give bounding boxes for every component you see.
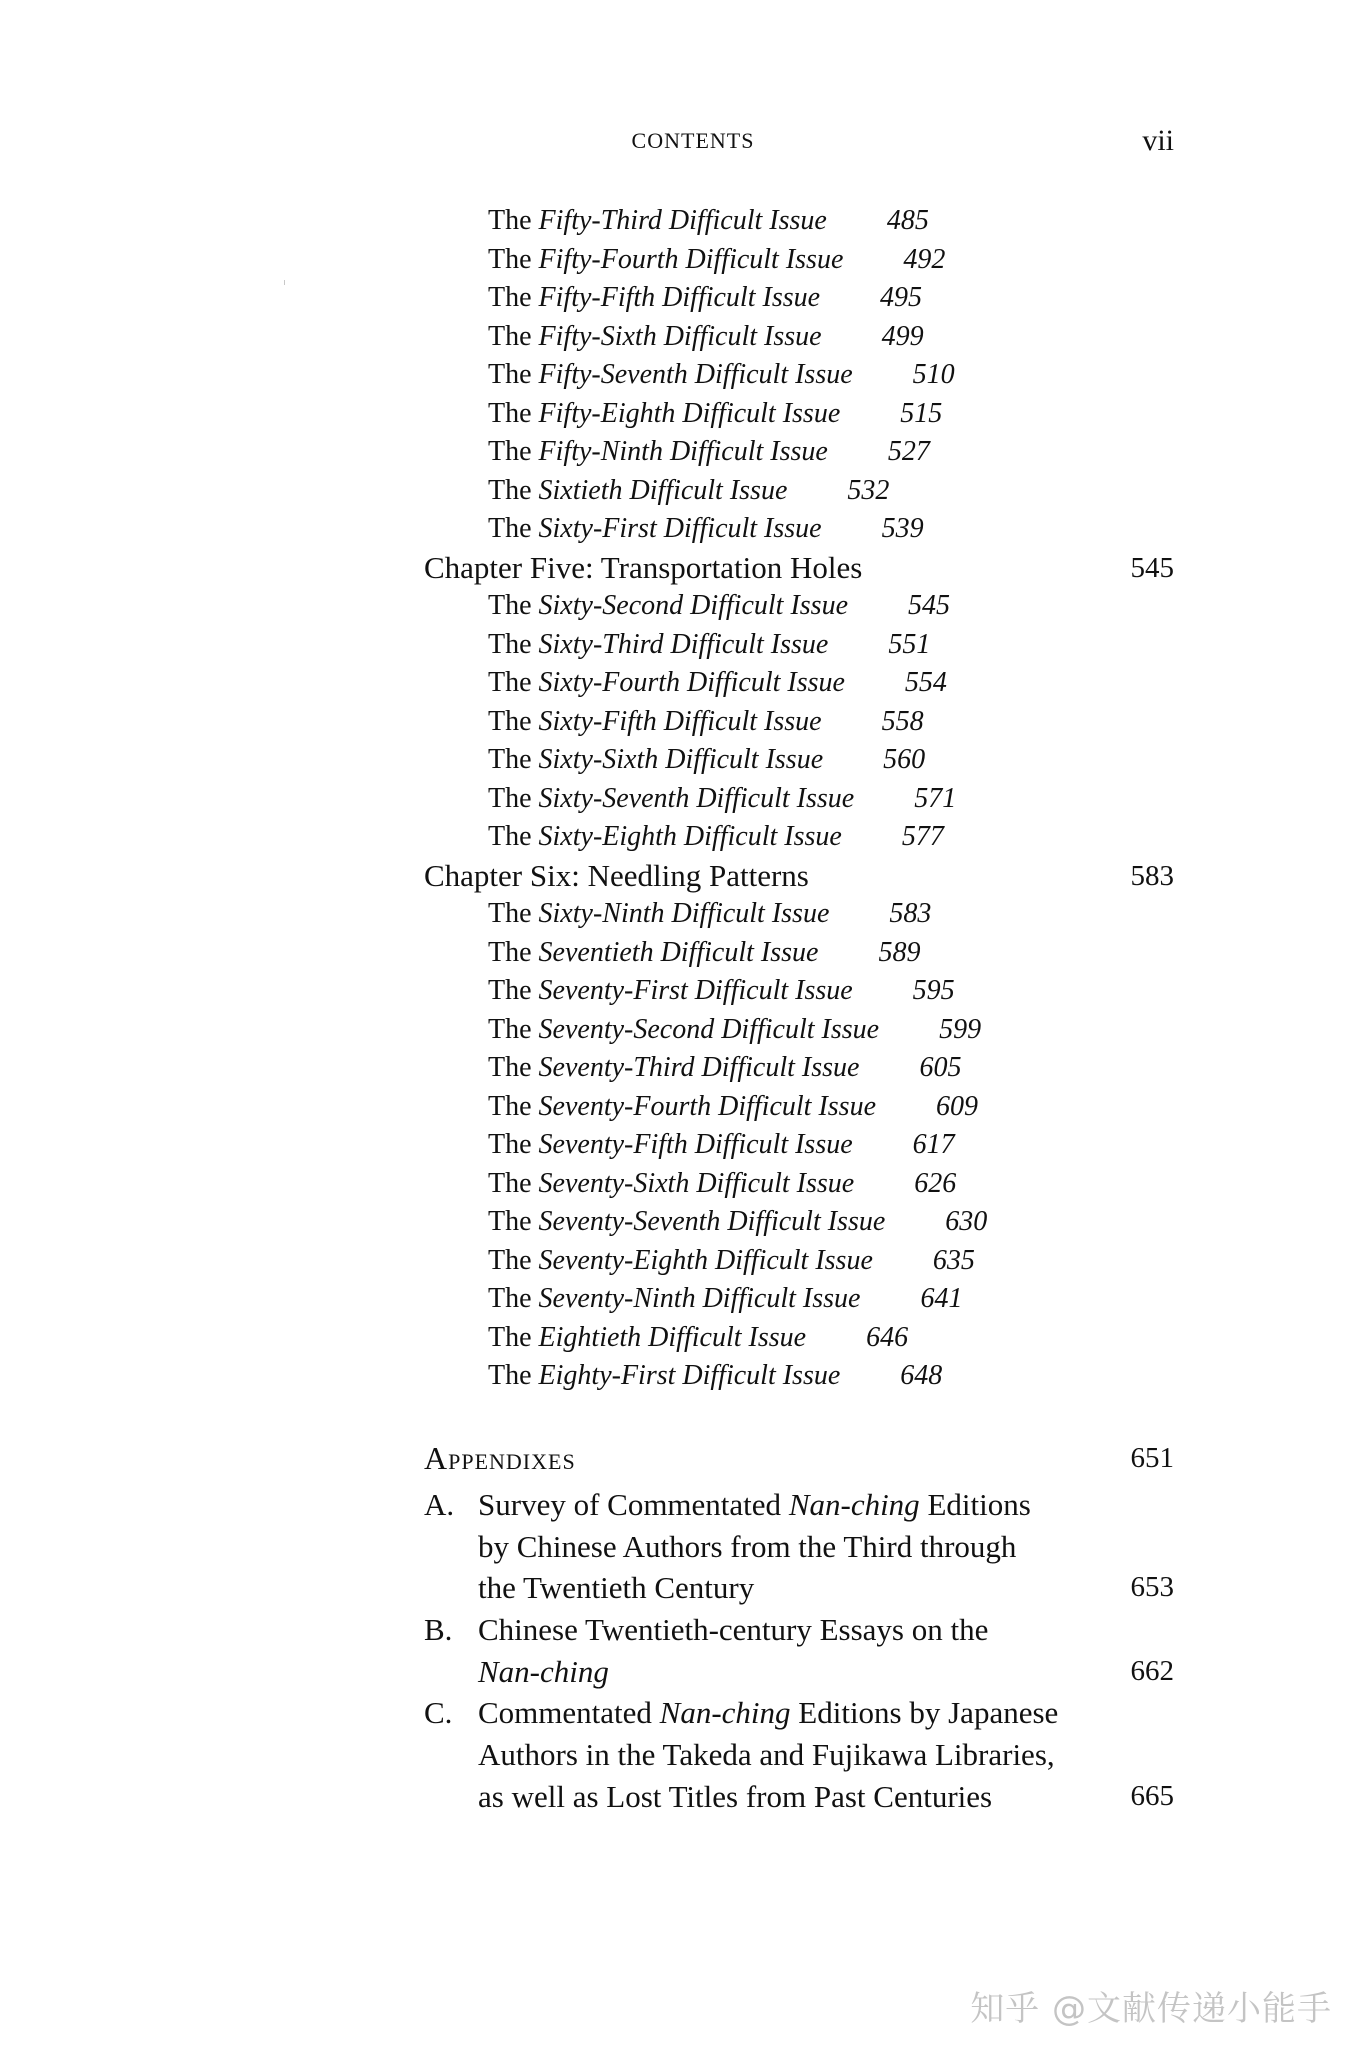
- toc-issue-row: [0, 626, 1366, 665]
- appendix-line: [478, 1734, 1366, 1776]
- issue-title: Fifty-Sixth Difficult Issue: [538, 320, 822, 352]
- issue-title: Eighty-First Difficult Issue: [538, 1360, 841, 1391]
- issue-title: Seventy-Third Difficult Issue: [538, 1052, 860, 1083]
- toc-issue-row: [0, 934, 1366, 973]
- issue-title: Fifty-Third Difficult Issue: [538, 205, 827, 236]
- appendix-letter: B.: [424, 1612, 453, 1648]
- appendix-page: 665: [1130, 1779, 1174, 1812]
- toc-chapter-row: [0, 857, 1366, 896]
- issue-prefix: The: [488, 1206, 532, 1237]
- appendix-text: Chinese Twentieth-century Essays on the: [478, 1612, 989, 1648]
- issue-page: 595: [912, 975, 955, 1006]
- issue-title: Sixty-Fifth Difficult Issue: [538, 705, 822, 737]
- issue-title: Sixty-Sixth Difficult Issue: [538, 744, 824, 775]
- issue-page: 630: [945, 1206, 988, 1237]
- appendix-line: [478, 1609, 1366, 1651]
- issue-prefix: The: [488, 590, 532, 621]
- running-head: [0, 124, 1366, 164]
- issue-prefix: The: [488, 667, 532, 698]
- appendix-italic-title: Nan-ching: [478, 1653, 609, 1689]
- issue-prefix: The: [488, 243, 532, 275]
- chapter-page: 545: [1130, 551, 1174, 584]
- issue-prefix: The: [488, 474, 532, 506]
- issue-prefix: The: [488, 821, 532, 852]
- issue-title: Sixty-Second Difficult Issue: [538, 590, 848, 621]
- toc-issue-row: [0, 895, 1366, 934]
- issue-page: 648: [900, 1360, 943, 1391]
- issue-page: 485: [886, 205, 929, 236]
- toc-issue-row: [0, 510, 1366, 549]
- toc-issue-row: [0, 664, 1366, 703]
- issue-page: 635: [932, 1244, 975, 1276]
- appendix-text: Commentated: [478, 1695, 660, 1731]
- issue-prefix: The: [488, 320, 532, 352]
- issue-page: 641: [920, 1283, 963, 1314]
- toc-issue-row: [0, 741, 1366, 780]
- issue-title: Sixty-Fourth Difficult Issue: [538, 667, 845, 698]
- appendix-text: Survey of Commentated: [478, 1487, 789, 1522]
- issue-title: Sixty-Third Difficult Issue: [538, 628, 829, 660]
- toc-issue-row: [0, 472, 1366, 511]
- issue-prefix: The: [488, 359, 532, 390]
- issue-title: Seventy-Seventh Difficult Issue: [538, 1206, 886, 1237]
- issue-prefix: The: [488, 1360, 532, 1391]
- issue-prefix: The: [488, 282, 532, 313]
- issue-page: 551: [888, 628, 931, 660]
- appendix-line: [478, 1776, 1366, 1818]
- toc-issue-row: [0, 703, 1366, 742]
- appendix-page: 653: [1130, 1571, 1174, 1604]
- issue-title: Seventy-Fifth Difficult Issue: [538, 1129, 853, 1160]
- issue-page: 560: [883, 744, 926, 775]
- toc-issue-row: [0, 1011, 1366, 1050]
- toc-issue-row: [0, 1319, 1366, 1358]
- toc-issue-row: [0, 818, 1366, 857]
- issue-page: 527: [887, 436, 930, 467]
- toc-issue-row: [0, 1088, 1366, 1127]
- issue-page: 605: [919, 1052, 962, 1083]
- appendix-text: the Twentieth Century: [478, 1570, 755, 1606]
- issue-prefix: The: [488, 513, 532, 544]
- appendix-item: [0, 1609, 1366, 1692]
- issue-title: Eightieth Difficult Issue: [538, 1321, 807, 1353]
- appendix-text: as well as Lost Titles from Past Centuries: [478, 1778, 993, 1814]
- appendix-item: [0, 1692, 1366, 1817]
- issue-prefix: The: [488, 1283, 532, 1314]
- issue-prefix: The: [488, 1321, 532, 1353]
- appendix-letter: C.: [424, 1695, 453, 1731]
- table-of-contents: [0, 202, 1366, 1396]
- toc-issue-row: [0, 1357, 1366, 1396]
- issue-prefix: The: [488, 1013, 532, 1045]
- toc-issue-row: [0, 1242, 1366, 1281]
- issue-title: Sixtieth Difficult Issue: [538, 474, 788, 506]
- chapter-title: Chapter Five: Transportation Holes: [424, 549, 863, 585]
- issue-title: Seventy-Ninth Difficult Issue: [538, 1283, 861, 1314]
- appendix-text: by Chinese Authors from the Third through: [478, 1528, 1017, 1564]
- chapter-title: Chapter Six: Needling Patterns: [424, 857, 809, 893]
- issue-page: 571: [914, 782, 957, 814]
- issue-prefix: The: [488, 1090, 532, 1122]
- toc-issue-row: [0, 972, 1366, 1011]
- issue-page: 558: [881, 705, 924, 737]
- issue-page: 589: [878, 936, 921, 968]
- issue-page: 554: [904, 667, 947, 698]
- appendix-line: [478, 1692, 1366, 1734]
- issue-page: 599: [939, 1013, 982, 1045]
- watermark: 知乎 @文献传递小能手: [970, 1989, 1332, 2029]
- issue-title: Fifty-Fifth Difficult Issue: [538, 282, 821, 313]
- appendixes-section: [0, 1432, 1366, 1818]
- issue-prefix: The: [488, 744, 532, 775]
- issue-title: Sixty-Seventh Difficult Issue: [538, 782, 855, 814]
- issue-prefix: The: [488, 705, 532, 737]
- issue-page: 515: [900, 397, 943, 429]
- appendix-list: [0, 1484, 1366, 1818]
- running-title: CONTENTS: [631, 128, 755, 153]
- issue-title: Sixty-Eighth Difficult Issue: [538, 821, 842, 852]
- appendix-italic-title: Nan-ching: [788, 1487, 920, 1522]
- issue-prefix: The: [488, 1129, 532, 1160]
- issue-prefix: The: [488, 628, 532, 660]
- issue-page: 545: [908, 590, 950, 621]
- issue-title: Seventy-Second Difficult Issue: [538, 1013, 880, 1045]
- appendix-italic-title: Nan-ching: [659, 1695, 791, 1731]
- appendix-page: 662: [1130, 1654, 1174, 1687]
- issue-prefix: The: [488, 898, 532, 929]
- issue-title: Sixty-First Difficult Issue: [538, 513, 822, 544]
- issue-title: Seventy-Fourth Difficult Issue: [538, 1090, 876, 1122]
- issue-page: 492: [903, 243, 946, 275]
- toc-issue-row: [0, 395, 1366, 434]
- issue-title: Seventieth Difficult Issue: [538, 936, 819, 968]
- issue-title: Fifty-Ninth Difficult Issue: [538, 436, 828, 467]
- toc-issue-row: [0, 1203, 1366, 1242]
- appendix-text: Editions: [919, 1487, 1031, 1522]
- page-number: vii: [1142, 124, 1174, 157]
- appendix-text: Editions by Japanese: [790, 1695, 1059, 1731]
- issue-prefix: The: [488, 1167, 532, 1199]
- issue-page: 626: [914, 1167, 957, 1199]
- issue-prefix: The: [488, 975, 532, 1006]
- issue-page: 646: [866, 1321, 909, 1353]
- issue-page: 510: [912, 359, 955, 390]
- toc-issue-row: [0, 202, 1366, 241]
- issue-page: 577: [901, 821, 944, 852]
- toc-chapter-row: [0, 549, 1366, 588]
- issue-page: 617: [912, 1129, 955, 1160]
- toc-issue-row: [0, 1126, 1366, 1165]
- issue-title: Sixty-Ninth Difficult Issue: [538, 898, 830, 929]
- issue-page: 583: [889, 898, 932, 929]
- issue-title: Fifty-Seventh Difficult Issue: [538, 359, 853, 390]
- toc-issue-row: [0, 318, 1366, 357]
- issue-prefix: The: [488, 782, 532, 814]
- appendix-line: [478, 1567, 1366, 1609]
- appendix-line: [478, 1651, 1366, 1693]
- appendixes-heading: Appendixes: [424, 1440, 576, 1476]
- issue-title: Seventy-Sixth Difficult Issue: [538, 1167, 855, 1199]
- issue-title: Fifty-Fourth Difficult Issue: [538, 243, 844, 275]
- toc-issue-row: [0, 1049, 1366, 1088]
- toc-issue-row: [0, 1280, 1366, 1319]
- chapter-page: 583: [1130, 859, 1174, 892]
- toc-issue-row: [0, 433, 1366, 472]
- appendix-letter: A.: [424, 1487, 455, 1522]
- toc-issue-row: [0, 279, 1366, 318]
- toc-issue-row: [0, 356, 1366, 395]
- issue-title: Fifty-Eighth Difficult Issue: [538, 397, 841, 429]
- issue-page: 495: [880, 282, 923, 313]
- issue-page: 539: [881, 513, 924, 544]
- issue-page: 609: [936, 1090, 978, 1122]
- issue-prefix: The: [488, 936, 532, 968]
- toc-issue-row: [0, 587, 1366, 626]
- appendixes-page: 651: [1130, 1442, 1174, 1474]
- appendix-line: [478, 1526, 1366, 1568]
- issue-prefix: The: [488, 1052, 532, 1083]
- toc-issue-row: [0, 780, 1366, 819]
- issue-title: Seventy-Eighth Difficult Issue: [538, 1244, 873, 1276]
- issue-prefix: The: [488, 1244, 532, 1276]
- issue-prefix: The: [488, 436, 532, 467]
- appendixes-heading-row: [0, 1432, 1366, 1484]
- issue-prefix: The: [488, 205, 532, 236]
- issue-title: Seventy-First Difficult Issue: [538, 975, 853, 1006]
- toc-issue-row: [0, 241, 1366, 280]
- issue-page: 499: [881, 320, 924, 352]
- appendix-text: Authors in the Takeda and Fujikawa Libraries,: [478, 1737, 1055, 1773]
- issue-prefix: The: [488, 397, 532, 429]
- toc-issue-row: [0, 1165, 1366, 1204]
- appendix-line: [478, 1484, 1366, 1526]
- issue-page: 532: [847, 474, 890, 506]
- appendix-item: [0, 1484, 1366, 1609]
